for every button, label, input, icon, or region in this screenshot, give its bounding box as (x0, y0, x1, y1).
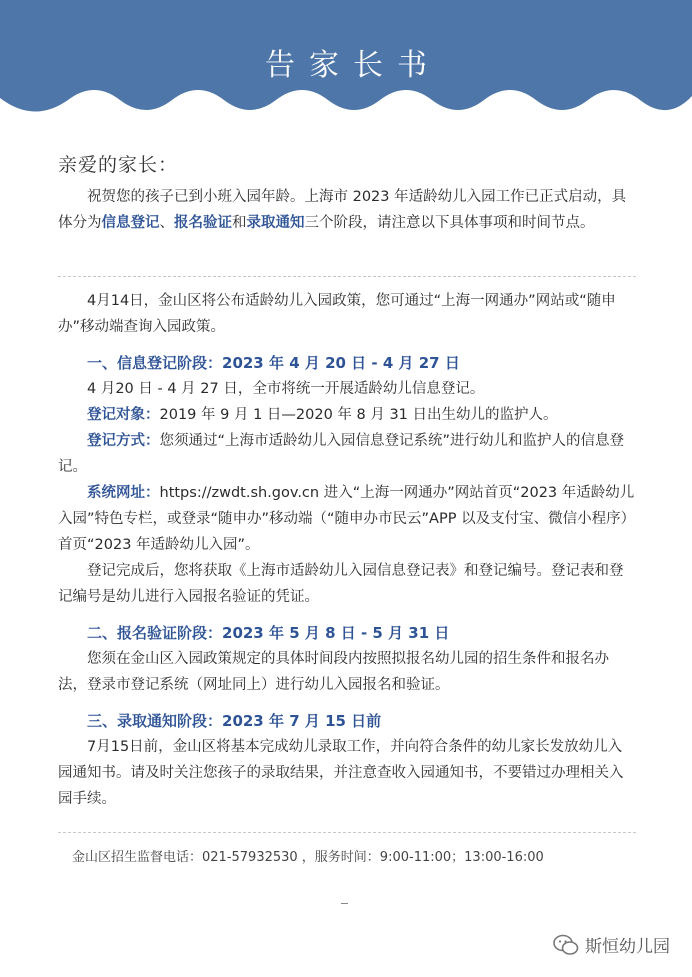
phase-info-registration: 信息登记 (101, 215, 160, 231)
policy-notice: 4月14日，金山区将公布适龄幼儿入园政策，您可通过“上海一网通办”网站或“随申办”移动端查询入园政策。 (58, 293, 616, 335)
system-url (58, 480, 636, 558)
registration-method (58, 428, 636, 480)
method-label: 登记方式： (87, 433, 160, 449)
watermark (553, 932, 670, 957)
intro-and: 和 (232, 215, 247, 231)
intro-text-2: 三个阶段，请注意以下具体事项和时间节点。 (304, 215, 595, 231)
method-text: 您须通过“上海市适龄幼儿入园信息登记系统”进行幼儿和监护人的信息登记。 (58, 433, 625, 475)
url-text: https://zwdt.sh.gov.cn 进入“上海一网通办”网站首页“2023 年适龄幼儿入园”特色专栏，或登录“随申办”移动端（“随申办市民云”APP 以及支付宝、微信小程序）首页“2023 年适龄幼儿入园”。 (58, 485, 636, 553)
watermark-text: 斯恒幼儿园 (585, 937, 670, 957)
registration-target (58, 402, 636, 428)
intro-paragraph (58, 184, 636, 236)
section1-title: 一、信息登记阶段：2023 年 4 月 20 日 - 4 月 27 日 (87, 354, 460, 372)
registration-complete: 登记完成后，您将获取《上海市适龄幼儿入园信息登记表》和登记编号。登记表和登记编号是幼儿进行入园报名验证的凭证。 (58, 563, 624, 605)
target-label: 登记对象： (87, 407, 160, 423)
phase-registration-verification: 报名验证 (174, 215, 232, 231)
wechat-icon (553, 934, 579, 956)
main-content (58, 288, 636, 812)
supervision-hotline: 金山区招生监督电话：021-57932530 ，服务时间：9:00-11:00；13:00-16:00 (72, 850, 544, 865)
intro-text-1: 祝贺您的孩子已到小班入园年龄。上海市 2023 年适龄幼儿入园工作已正式启动，具体分为 (58, 189, 627, 231)
section3-paragraph: 7月15日前，金山区将基本完成幼儿录取工作，并向符合条件的幼儿家长发放幼儿入园通知书。请及时关注您孩子的录取结果，并注意查收入园通知书，不要错过办理相关入园手续。 (58, 739, 624, 807)
section2-paragraph: 您须在金山区入园政策规定的具体时间段内按照拟报名幼儿园的招生条件和报名办法，登录市登记系统（网址同上）进行幼儿入园报名和验证。 (58, 651, 609, 693)
page-title: 告家长书 (265, 48, 441, 83)
url-label: 系统网址： (87, 485, 160, 501)
greeting: 亲爱的家长： (58, 154, 179, 176)
section1-paragraph: 4 月20 日 - 4 月 27 日，全市将统一开展适龄幼儿信息登记。 (87, 381, 485, 397)
intro-sep: 、 (159, 215, 174, 231)
intro-block (58, 184, 636, 236)
phase-admission-notice: 录取通知 (246, 215, 305, 231)
section2-title: 二、报名验证阶段：2023 年 5 月 8 日 - 5 月 31 日 (87, 624, 450, 642)
page-marker (341, 903, 348, 904)
divider (58, 276, 636, 277)
divider (58, 832, 636, 833)
section3-title: 三、录取通知阶段：2023 年 7 月 15 日前 (87, 712, 382, 730)
target-text: 2019 年 9 月 1 日—2020 年 8 月 31 日出生幼儿的监护人。 (159, 407, 558, 423)
